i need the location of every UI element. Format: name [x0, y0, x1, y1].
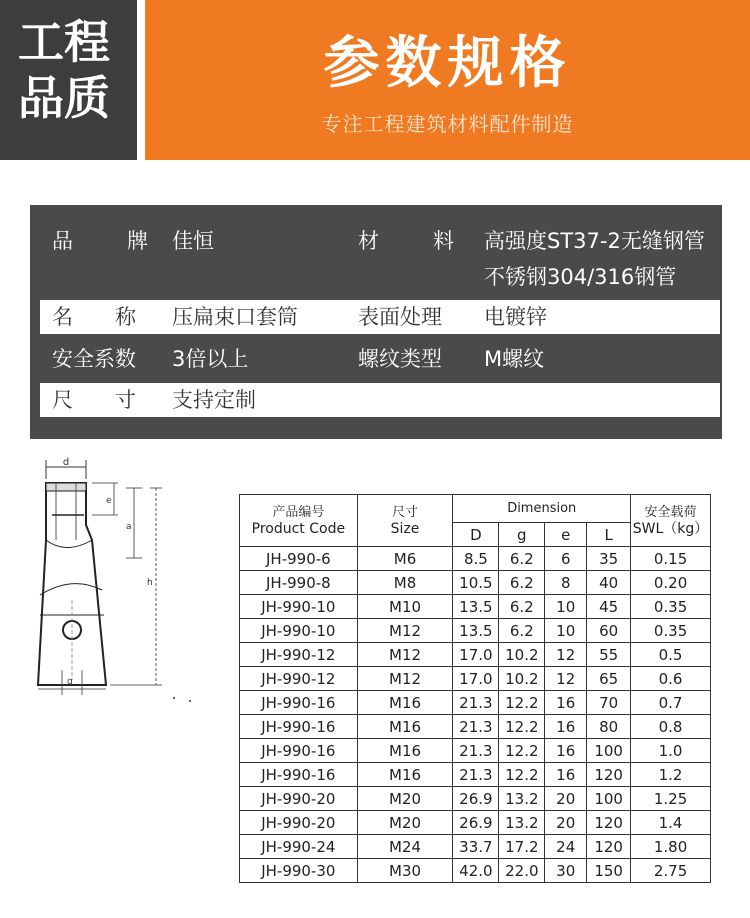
page-title: 参数规格: [323, 31, 572, 96]
cell-D: 26.9: [453, 811, 499, 835]
spec-row-size: [40, 383, 720, 417]
cell-swl: 1.25: [631, 787, 711, 811]
safety-value: 3倍以上: [172, 347, 249, 371]
table-row: [240, 667, 711, 691]
cell-L: 150: [587, 859, 631, 883]
table-row: [240, 787, 711, 811]
cell-swl: 0.8: [631, 715, 711, 739]
table-row: [240, 643, 711, 667]
cell-e: 8: [545, 571, 587, 595]
cell-L: 120: [587, 811, 631, 835]
cell-D: 10.5: [453, 571, 499, 595]
cell-D: 8.5: [453, 547, 499, 571]
cell-e: 6: [545, 547, 587, 571]
table-row: [240, 835, 711, 859]
table-row: [240, 763, 711, 787]
cell-e: 30: [545, 859, 587, 883]
cell-swl: 1.0: [631, 739, 711, 763]
spec-row-name: [40, 300, 720, 334]
brand-label: [52, 225, 148, 255]
cell-e: 24: [545, 835, 587, 859]
cell-code: JH-990-6: [240, 547, 358, 571]
cell-code: JH-990-12: [240, 667, 358, 691]
cell-size: M20: [357, 811, 453, 835]
cell-e: 16: [545, 691, 587, 715]
cell-code: JH-990-12: [240, 643, 358, 667]
table-row: [240, 859, 711, 883]
name-label-char1: 名: [52, 305, 73, 329]
head-size-en: Size: [390, 520, 420, 537]
head-size: [357, 495, 453, 547]
cell-g: 12.2: [499, 715, 545, 739]
dim-label-d: d: [62, 457, 70, 468]
table-row: [240, 547, 711, 571]
cell-g: 6.2: [499, 619, 545, 643]
table-row: [240, 595, 711, 619]
cell-e: 12: [545, 643, 587, 667]
name-label: [52, 300, 136, 334]
cell-g: 22.0: [499, 859, 545, 883]
cell-size: M16: [357, 763, 453, 787]
cell-size: M16: [357, 715, 453, 739]
cell-L: 65: [587, 667, 631, 691]
cell-code: JH-990-10: [240, 595, 358, 619]
cell-size: M16: [357, 739, 453, 763]
page-subtitle: 专注工程建筑材料配件制造: [321, 112, 574, 136]
cell-code: JH-990-20: [240, 787, 358, 811]
cell-L: 60: [587, 619, 631, 643]
size-label-char2: 寸: [115, 388, 136, 412]
cell-swl: 1.2: [631, 763, 711, 787]
cell-swl: 0.35: [631, 619, 711, 643]
cell-swl: 0.5: [631, 643, 711, 667]
dim-label-g: g: [67, 677, 73, 687]
header-badge: [0, 0, 137, 160]
header-badge-line2: 品质: [18, 71, 110, 125]
spec-table: [239, 494, 711, 883]
cell-e: 20: [545, 811, 587, 835]
material-value-2: 不锈钢304/316钢管: [484, 265, 677, 289]
table-row: [240, 619, 711, 643]
cell-D: 26.9: [453, 787, 499, 811]
cell-e: 10: [545, 595, 587, 619]
cell-g: 13.2: [499, 811, 545, 835]
cell-swl: 0.35: [631, 595, 711, 619]
cell-L: 120: [587, 835, 631, 859]
cell-code: JH-990-16: [240, 715, 358, 739]
table-body: [240, 547, 711, 883]
head-code-en: Product Code: [251, 520, 346, 537]
brand-label-char2: 牌: [127, 229, 148, 253]
material-label: [358, 225, 454, 255]
cell-size: M12: [357, 667, 453, 691]
head-swl-cn: 安全载荷: [644, 504, 697, 520]
cell-swl: 0.15: [631, 547, 711, 571]
cell-g: 12.2: [499, 739, 545, 763]
thread-value: M螺纹: [484, 347, 545, 371]
cell-e: 16: [545, 763, 587, 787]
cell-e: 12: [545, 667, 587, 691]
cell-D: 42.0: [453, 859, 499, 883]
cell-D: 33.7: [453, 835, 499, 859]
head-dimension: Dimension: [453, 495, 631, 523]
cell-L: 100: [587, 787, 631, 811]
table-row: [240, 715, 711, 739]
table-row: [240, 571, 711, 595]
head-col-g: g: [499, 523, 545, 547]
size-value: 支持定制: [172, 388, 256, 412]
cell-g: 6.2: [499, 547, 545, 571]
cell-L: 70: [587, 691, 631, 715]
dim-label-e: e: [106, 496, 112, 506]
name-value: 压扁束口套筒: [172, 305, 298, 329]
head-col-L: L: [587, 523, 631, 547]
head-col-D: D: [453, 523, 499, 547]
surface-value: 电镀锌: [484, 305, 547, 329]
cell-g: 17.2: [499, 835, 545, 859]
cell-code: JH-990-8: [240, 571, 358, 595]
thread-label: 螺纹类型: [358, 347, 442, 371]
cell-e: 16: [545, 739, 587, 763]
material-label-char1: 材: [358, 229, 379, 253]
dim-label-h: h: [147, 578, 153, 588]
size-label: [52, 383, 136, 417]
cell-D: 13.5: [453, 595, 499, 619]
cell-L: 80: [587, 715, 631, 739]
cell-D: 21.3: [453, 691, 499, 715]
cell-g: 6.2: [499, 595, 545, 619]
cell-size: M10: [357, 595, 453, 619]
cell-swl: 0.6: [631, 667, 711, 691]
cell-code: JH-990-16: [240, 691, 358, 715]
cell-code: JH-990-30: [240, 859, 358, 883]
cell-size: M24: [357, 835, 453, 859]
cell-L: 120: [587, 763, 631, 787]
head-code-cn: 产品编号: [272, 504, 325, 520]
cell-g: 10.2: [499, 643, 545, 667]
name-label-char2: 称: [115, 305, 136, 329]
cell-e: 10: [545, 619, 587, 643]
cell-g: 10.2: [499, 667, 545, 691]
cell-g: 12.2: [499, 691, 545, 715]
head-code: [240, 495, 358, 547]
cell-L: 35: [587, 547, 631, 571]
dim-label-a: a: [126, 522, 132, 532]
safety-label: 安全系数: [52, 347, 136, 371]
cell-code: JH-990-10: [240, 619, 358, 643]
cell-e: 20: [545, 787, 587, 811]
cell-D: 17.0: [453, 643, 499, 667]
size-label-char1: 尺: [52, 388, 73, 412]
cell-D: 21.3: [453, 715, 499, 739]
cell-size: M16: [357, 691, 453, 715]
cell-L: 55: [587, 643, 631, 667]
brand-label-char1: 品: [52, 229, 73, 253]
surface-label: 表面处理: [358, 305, 442, 329]
spec-row-brand: [40, 225, 720, 305]
cell-L: 45: [587, 595, 631, 619]
cell-size: M20: [357, 787, 453, 811]
cell-size: M12: [357, 619, 453, 643]
cell-swl: 1.80: [631, 835, 711, 859]
head-size-cn: 尺寸: [392, 504, 419, 520]
cell-D: 21.3: [453, 763, 499, 787]
cell-size: M6: [357, 547, 453, 571]
cell-swl: 1.4: [631, 811, 711, 835]
brand-value: 佳恒: [172, 229, 214, 253]
cell-g: 13.2: [499, 787, 545, 811]
head-col-e: e: [545, 523, 587, 547]
header-badge-line1: 工程: [18, 15, 110, 69]
table-row: [240, 811, 711, 835]
cell-L: 100: [587, 739, 631, 763]
table-row: [240, 739, 711, 763]
cell-size: M12: [357, 643, 453, 667]
cell-code: JH-990-16: [240, 739, 358, 763]
header-banner: [145, 0, 750, 160]
cell-D: 17.0: [453, 667, 499, 691]
cell-code: JH-990-24: [240, 835, 358, 859]
cell-code: JH-990-16: [240, 763, 358, 787]
cell-swl: 0.7: [631, 691, 711, 715]
cell-D: 13.5: [453, 619, 499, 643]
cell-e: 16: [545, 715, 587, 739]
cell-swl: 0.20: [631, 571, 711, 595]
material-value-1: 高强度ST37-2无缝钢管: [484, 229, 705, 253]
cell-g: 6.2: [499, 571, 545, 595]
head-swl-en: SWL（kg）: [632, 520, 709, 537]
sleeve-drawing: [22, 455, 202, 705]
cell-swl: 2.75: [631, 859, 711, 883]
cell-size: M30: [357, 859, 453, 883]
cell-L: 40: [587, 571, 631, 595]
spec-row-safety: [40, 342, 720, 376]
cell-size: M8: [357, 571, 453, 595]
cell-D: 21.3: [453, 739, 499, 763]
spec-panel: [30, 205, 722, 439]
material-label-char2: 料: [433, 229, 454, 253]
head-swl: [631, 495, 711, 547]
cell-code: JH-990-20: [240, 811, 358, 835]
cell-g: 12.2: [499, 763, 545, 787]
table-row: [240, 691, 711, 715]
